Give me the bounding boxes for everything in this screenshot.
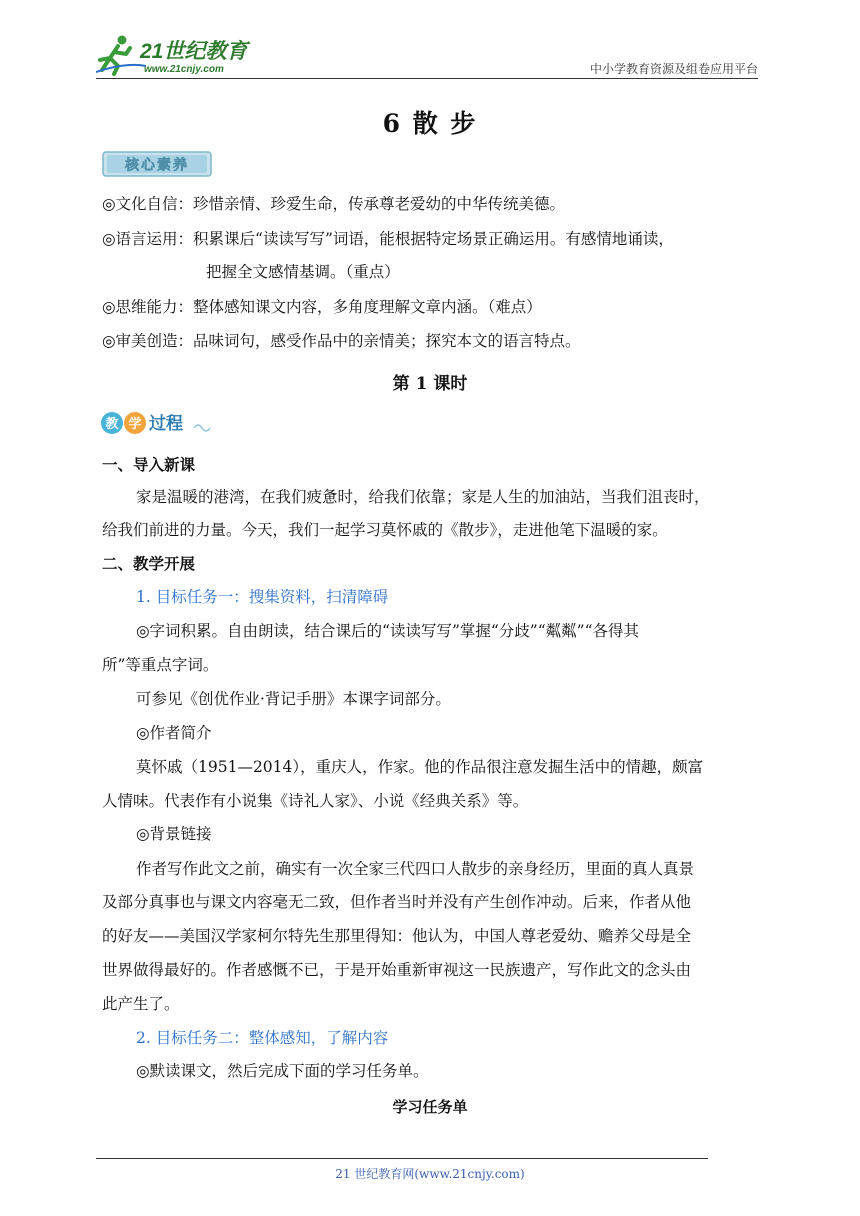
author-paragraph-line: 人情味。代表作有小说集《诗礼人家》、小说《经典关系》等。 (102, 792, 529, 810)
task-two-instruction: ◎默读课文，然后完成下面的学习任务单。 (136, 1062, 429, 1080)
logo-url: www.21cnjy.com (144, 64, 224, 75)
goal-thinking: ◎思维能力：整体感知课文内容，多角度理解文章内涵。（难点） (102, 298, 542, 316)
svg-text:核心素养: 核心素养 (125, 157, 189, 174)
swirl-icon (194, 425, 210, 431)
author-paragraph-line: 莫怀戚（1951—2014），重庆人，作家。他的作品很注意发掘生活中的情趣，颇富 (136, 758, 704, 776)
svg-text:学: 学 (128, 417, 142, 432)
vocab-paragraph-line: 所”等重点字词。 (102, 656, 219, 674)
teaching-process-label (100, 408, 220, 438)
lesson-title: 第 1 课时 (392, 374, 468, 394)
goal-aesthetic: ◎审美创造：品味词句，感受作品中的亲情美；探究本文的语言特点。 (102, 332, 581, 350)
footer-divider (96, 1158, 708, 1159)
section-teaching-heading: 二、教学开展 (102, 554, 196, 573)
background-paragraph-line: 作者写作此文之前，确实有一次全家三代四口人散步的亲身经历，里面的真人真景 (136, 860, 695, 878)
svg-text:过程: 过程 (149, 414, 183, 434)
footer-text: 21 世纪教育网(www.21cnjy.com) (335, 1167, 525, 1181)
task-sheet-title: 学习任务单 (392, 1098, 468, 1116)
goal-language-cont: 把握全文感情基调。（重点） (206, 263, 400, 281)
intro-paragraph-line: 家是温暖的港湾，在我们疲惫时，给我们依靠；家是人生的加油站，当我们沮丧时， (136, 488, 710, 506)
core-literacy-banner (102, 150, 212, 178)
background-paragraph-line: 的好友——美国汉学家柯尔特先生那里得知：他认为，中国人尊老爱幼、赡养父母是全 (102, 927, 692, 945)
task-one-heading: 1. 目标任务一：搜集资料，扫清障碍 (136, 588, 389, 606)
background-paragraph-line: 此产生了。 (102, 995, 180, 1013)
header-divider (96, 78, 758, 79)
task-two-heading: 2. 目标任务二：整体感知，了解内容 (136, 1029, 389, 1047)
vocab-paragraph-line: ◎字词积累。自由朗读，结合课后的“读读写写”掌握“分歧”“粼粼”“各得其 (136, 622, 639, 640)
background-paragraph-line: 世界做得最好的。作者感慨不已，于是开始重新审视这一民族遗产，写作此文的念头由 (102, 961, 692, 979)
page-header (96, 30, 758, 78)
platform-label: 中小学教育资源及组卷应用平台 (589, 62, 758, 76)
page-title: 6 散 步 (382, 109, 478, 138)
svg-text:教: 教 (105, 417, 119, 432)
goal-culture: ◎文化自信：珍惜亲情、珍爱生命，传承尊老爱幼的中华传统美德。 (102, 195, 566, 213)
logo (96, 32, 266, 76)
intro-paragraph-line: 给我们前进的力量。今天，我们一起学习莫怀戚的《散步》，走进他笔下温暖的家。 (102, 521, 668, 539)
author-heading: ◎作者简介 (136, 724, 212, 742)
background-heading: ◎背景链接 (136, 825, 212, 843)
section-intro-heading: 一、导入新课 (102, 455, 196, 474)
background-paragraph-line: 及部分真事也与课文内容毫无二致，但作者当时并没有产生创作冲动。后来，作者从他 (102, 893, 692, 911)
logo-text: 21世纪教育 (140, 40, 248, 63)
runner-icon (96, 36, 146, 75)
goal-language: ◎语言运用：积累课后“读读写写”词语，能根据特定场景正确运用。有感情地诵读， (102, 230, 674, 248)
reference-note: 可参见《创优作业·背记手册》本课字词部分。 (136, 690, 451, 708)
